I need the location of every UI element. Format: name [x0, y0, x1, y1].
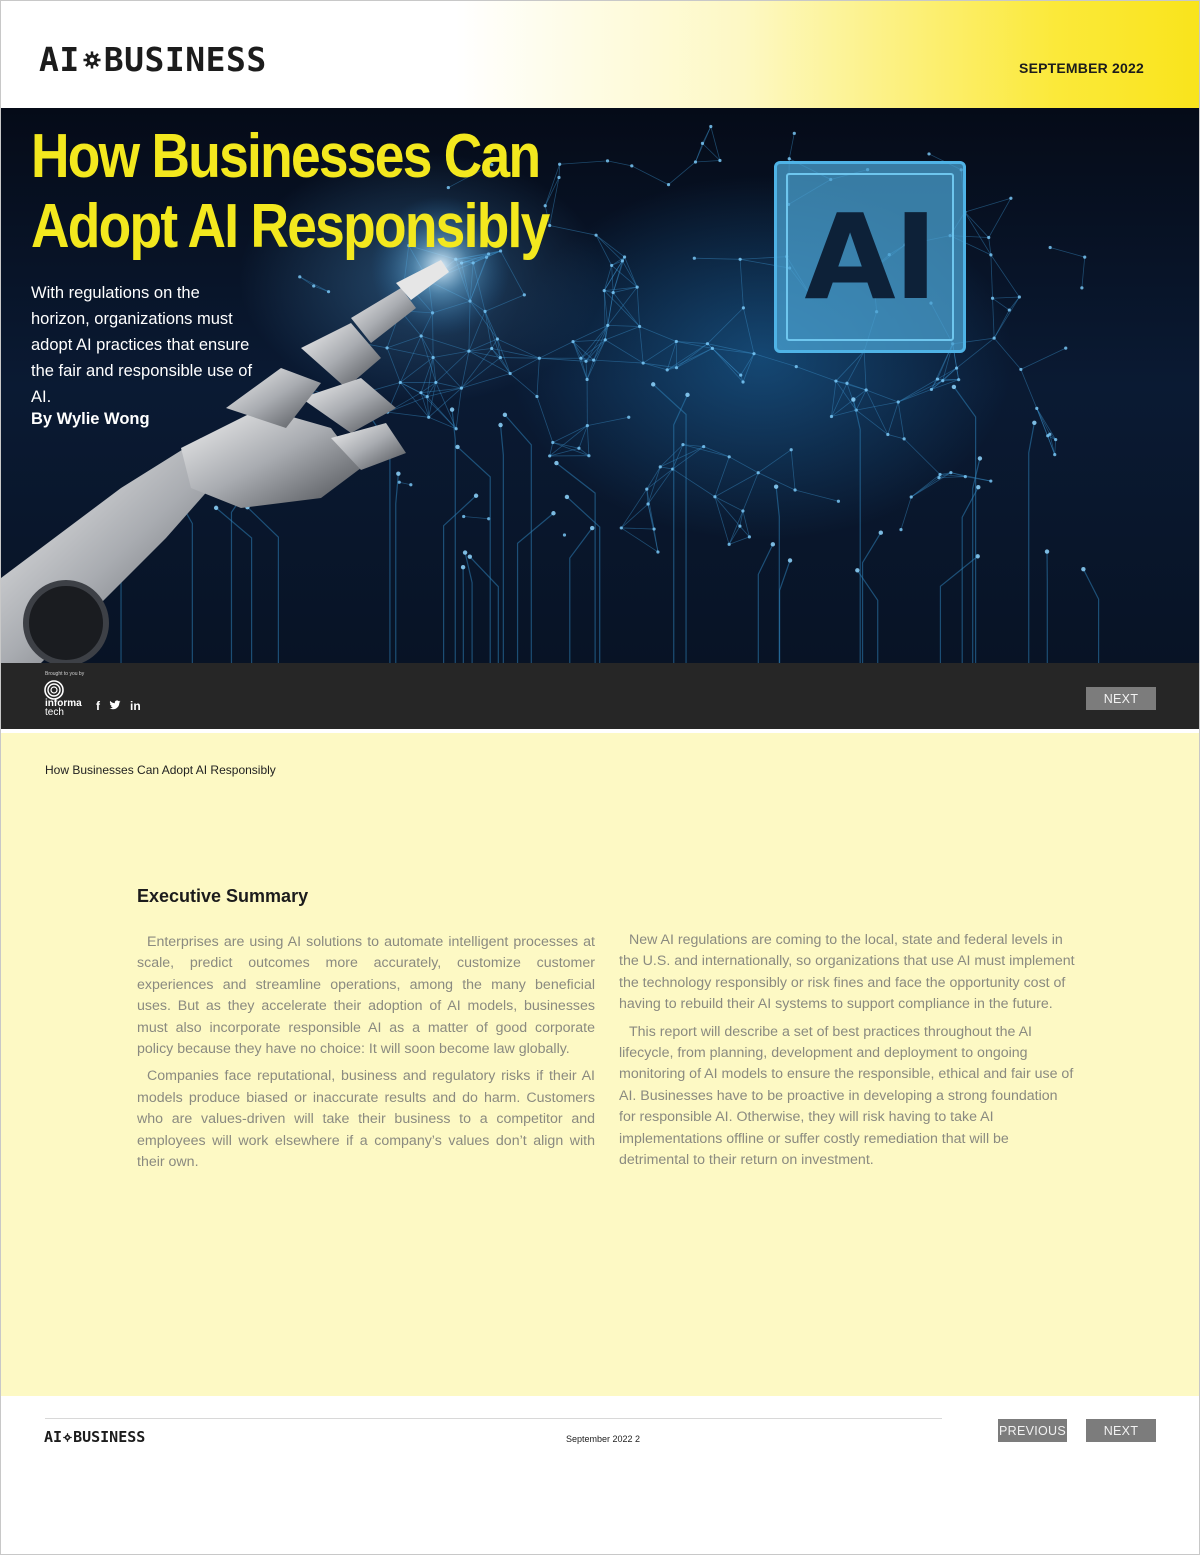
brought-to-you-by-label: Brought to you by: [45, 671, 85, 677]
footer-logo: [44, 1428, 145, 1446]
running-head: How Businesses Can Adopt AI Responsibly: [45, 763, 276, 777]
hero-title: [31, 122, 564, 262]
paragraph: New AI regulations are coming to the local, state and federal levels in the U.S. and internationally, so organizations that use AI must implement the technology responsibly or risk fines and face the opportunity cost of having to rebuild their AI systems to support compliance in the future.: [619, 932, 1075, 1013]
social-links: [96, 699, 141, 713]
logo-text-ai: AI: [39, 40, 80, 79]
gear-icon: [63, 1433, 72, 1442]
page-number: September 2022 2: [566, 1434, 641, 1444]
next-button[interactable]: NEXT: [1086, 1419, 1156, 1442]
ai-badge-text: AI: [804, 188, 936, 326]
footer-logo-text-business: BUSINESS: [73, 1428, 146, 1446]
linkedin-icon[interactable]: in: [130, 699, 141, 713]
paragraph: This report will describe a set of best practices throughout the AI lifecycle, from planning, development and deployment to ongoing monitoring of AI models to ensure the responsible, ethical and fair use of AI. Businesses have to be proactive in developing a strong foundation for responsible AI. Otherwise, they will risk having to take AI implementations offline or suffer costly remediation that will be detrimental to their return on investment.: [619, 1023, 1074, 1169]
top-header: [1, 1, 1199, 108]
section-title: Executive Summary: [137, 886, 309, 906]
footer-divider: [45, 1418, 942, 1419]
ai-badge-icon: [774, 161, 966, 353]
next-button[interactable]: NEXT: [1086, 687, 1156, 710]
paragraph: Companies face reputational, business and regulatory risks if their AI models produce biased or inaccurate results and do harm. Customers who are values-driven will take their business to a competitor and employees will work elsewhere if a company’s values don’t align with their own.: [137, 1068, 595, 1171]
executive-summary-page: [1, 733, 1199, 1396]
sponsor-name-line1: informa: [45, 698, 82, 709]
previous-button[interactable]: PREVIOUS: [998, 1419, 1067, 1442]
footer-logo-text-ai: AI: [44, 1428, 63, 1446]
hero-footer-bar: [1, 663, 1199, 729]
issue-date: SEPTEMBER 2022: [1019, 60, 1144, 76]
facebook-icon[interactable]: f: [96, 699, 100, 713]
hero-banner: [1, 108, 1199, 663]
hero-author: By Wylie Wong: [31, 410, 150, 428]
hero-title-line2: Adopt AI Responsibly: [31, 192, 549, 261]
hero-title-line1: How Businesses Can: [31, 122, 540, 191]
informa-tech-wordmark: [45, 699, 82, 717]
page-footer: [1, 1397, 1199, 1554]
right-column: [619, 930, 1077, 1177]
hero-subtitle: With regulations on the horizon, organizations must adopt AI practices that ensure the fair and responsible use of AI.: [31, 284, 253, 406]
sponsor-name-line2: tech: [45, 707, 64, 718]
logo-text-business: BUSINESS: [103, 40, 267, 79]
left-column: [137, 932, 595, 1179]
gear-icon: [83, 51, 101, 69]
paragraph: Enterprises are using AI solutions to automate intelligent processes at scale, predict outcomes more accurately, customize customer experiences and streamline operations, among the many beneficial uses. But as they accelerate their adoption of AI models, businesses must also incorporate responsible AI as a matter of good corporate policy because they have no choice: It will soon become law globally.: [137, 934, 595, 1058]
twitter-icon[interactable]: [109, 699, 121, 711]
ai-business-logo: [39, 40, 267, 79]
